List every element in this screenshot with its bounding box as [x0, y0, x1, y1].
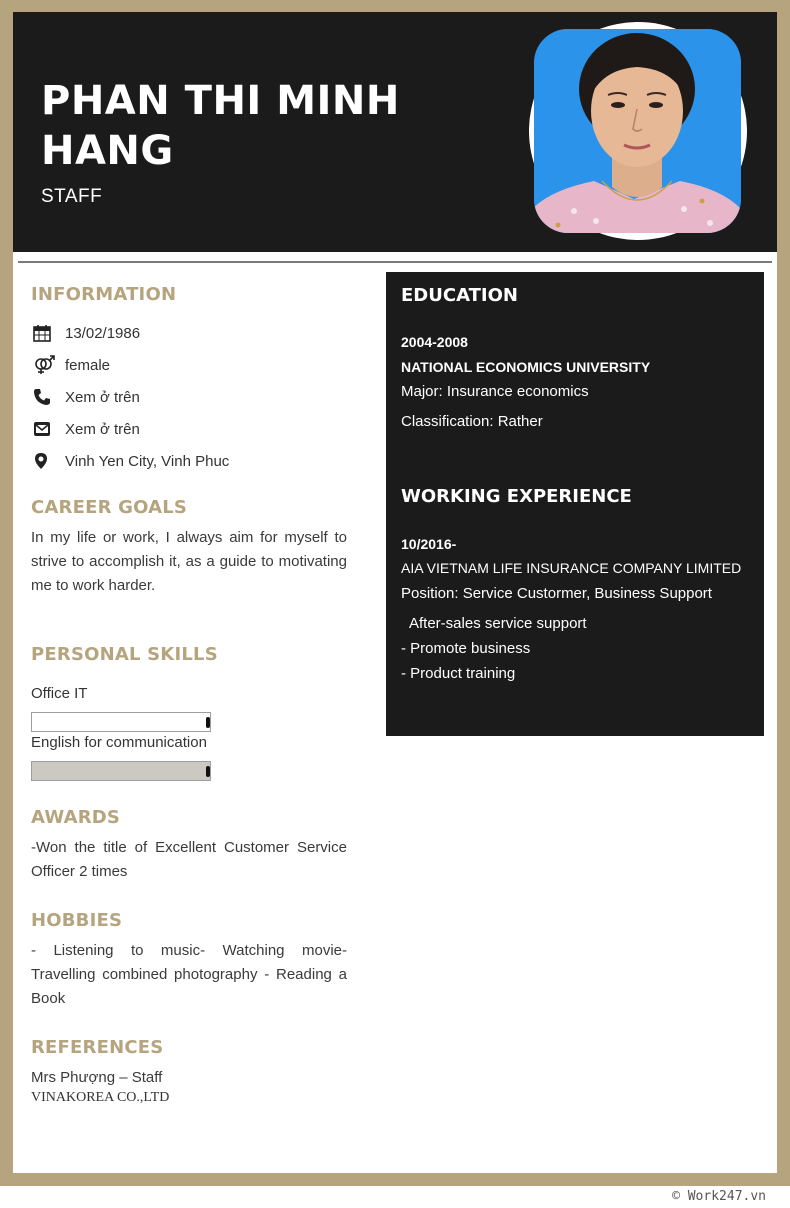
career-goals-text: In my life or work, I always aim for myself to strive to accomplish it, as a guide to motivating me to work harder. [31, 529, 347, 594]
experience-period: 10/2016- [401, 536, 457, 552]
candidate-name: PHAN THI MINH HANG [41, 78, 400, 174]
reference-company: VINAKOREA CO.,LTD [31, 1090, 170, 1105]
education-classification: Classification: Rather [401, 413, 543, 430]
left-column [31, 284, 347, 1106]
hobbies-heading: HOBBIES [31, 910, 123, 931]
experience-duty: After-sales service support [409, 615, 587, 632]
email-text: Xem ở trên [65, 420, 140, 438]
experience-duty: - Promote business [401, 640, 531, 657]
experience-heading: WORKING EXPERIENCE [401, 486, 632, 507]
phone-text: Xem ở trên [65, 388, 140, 406]
skill-level-bar [31, 761, 211, 781]
skill-item [31, 734, 347, 781]
education-heading: EDUCATION [401, 285, 518, 306]
watermark: © Work247.vn [672, 1189, 766, 1204]
education-major: Major: Insurance economics [401, 383, 589, 400]
skill-label: Office IT [31, 685, 88, 702]
email-icon [31, 420, 65, 438]
info-row-phone [31, 381, 347, 413]
calendar-icon [31, 324, 65, 342]
reference-name: Mrs Phượng – Staff [31, 1069, 163, 1086]
gender-text: female [65, 356, 111, 374]
personal-skills-heading: PERSONAL SKILLS [31, 644, 218, 665]
candidate-title: STAFF [41, 186, 103, 207]
education-period: 2004-2008 [401, 334, 468, 350]
header-divider [18, 261, 772, 263]
info-row-birthdate [31, 317, 347, 349]
profile-photo [534, 29, 741, 233]
awards-heading: AWARDS [31, 807, 121, 828]
career-goals-heading: CAREER GOALS [31, 497, 188, 518]
experience-duty: - Product training [401, 665, 516, 682]
hobbies-text: - Listening to music- Watching movie- Travelling combined photography - Reading a Book [31, 942, 347, 1007]
birthdate-text: 13/02/1986 [65, 324, 141, 342]
phone-icon [31, 388, 65, 406]
resume-sheet [13, 12, 777, 1173]
awards-text: -Won the title of Excellent Customer Service Officer 2 times [31, 839, 347, 880]
info-row-email [31, 413, 347, 445]
skill-level-knob [206, 766, 210, 777]
skill-level-fill [32, 762, 210, 780]
info-row-gender [31, 349, 347, 381]
skill-item [31, 685, 347, 732]
location-pin-icon [31, 452, 65, 470]
experience-company: AIA VIETNAM LIFE INSURANCE COMPANY LIMITED [401, 560, 742, 576]
education-school: NATIONAL ECONOMICS UNIVERSITY [401, 359, 651, 375]
experience-position: Position: Service Custormer, Business Support [401, 585, 712, 602]
information-list [31, 317, 347, 477]
references-heading: REFERENCES [31, 1037, 164, 1058]
info-row-address [31, 445, 347, 477]
information-heading: INFORMATION [31, 284, 177, 305]
address-text: Vinh Yen City, Vinh Phuc [65, 452, 230, 470]
skill-level-knob [206, 717, 210, 728]
skill-level-bar [31, 712, 211, 732]
right-column-panel [386, 272, 764, 736]
skill-label: English for communication [31, 734, 207, 751]
gender-icon [31, 355, 65, 375]
